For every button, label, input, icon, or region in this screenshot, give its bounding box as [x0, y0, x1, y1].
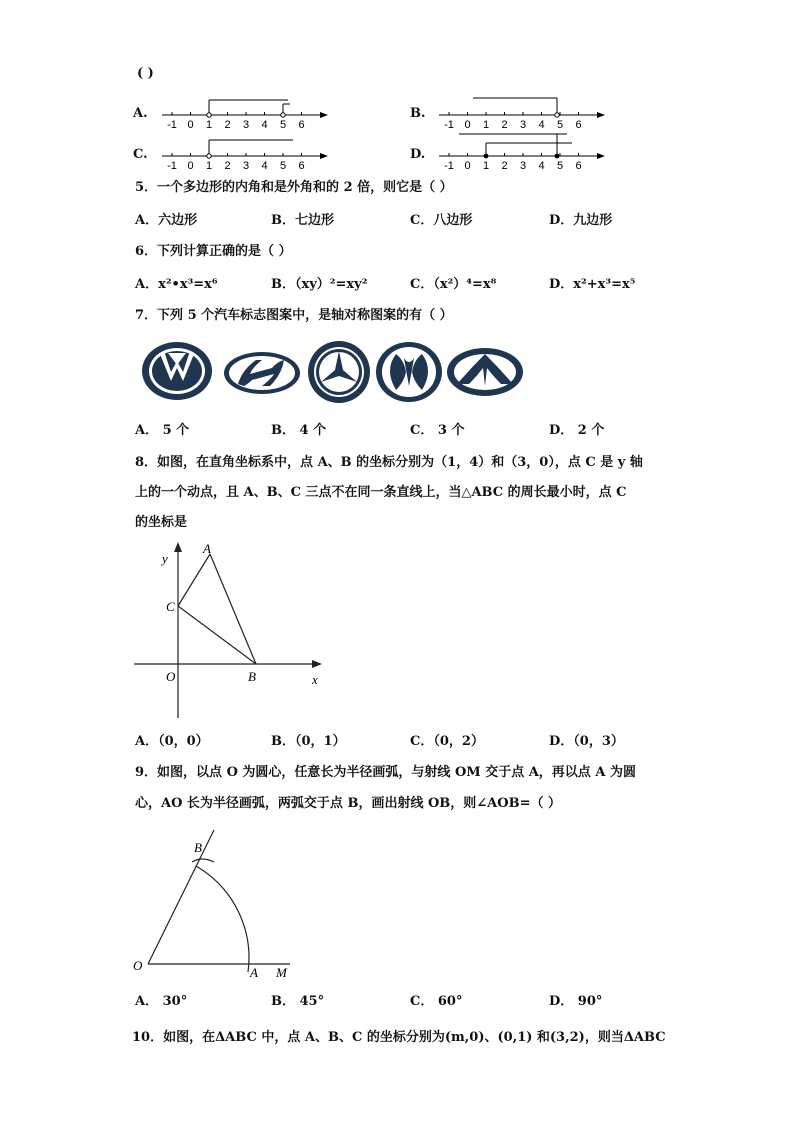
number-line-tick-label: 6 [298, 119, 305, 131]
number-line-tick-label: 5 [279, 160, 287, 172]
q8-label-o: O [166, 669, 176, 684]
q6-option-c: C．（x²）⁴=x⁸ [410, 277, 497, 292]
number-line-tick-label: 0 [464, 119, 471, 131]
q4-option-a-letter: A. [133, 106, 148, 121]
number-line-tick-label: -1 [444, 119, 454, 131]
q10-stem-line1: 10．如图，在ΔABC 中，点 A、B、C 的坐标分别为(m,0)、(0,1) 和(3,2)，则当ΔABC [132, 1030, 666, 1045]
hyundai-logo [222, 350, 302, 396]
q4-option-b-letter: B. [410, 106, 426, 121]
q7-option-a: A． 5 个 [135, 423, 190, 438]
number-line-tick-label: 4 [261, 119, 268, 131]
number-line-tick-label: 1 [482, 119, 490, 131]
number-line-tick-label: 2 [501, 160, 508, 172]
q7-stem: 7．下列 5 个汽车标志图案中，是轴对称图案的有（ ） [135, 308, 453, 323]
number-line-tick-label: 1 [482, 160, 490, 172]
q6-option-b: B．（xy）²=xy² [271, 277, 368, 292]
number-line-tick-label: 6 [575, 119, 582, 131]
q9-option-c: C． 60° [410, 994, 463, 1009]
volkswagen-logo [140, 341, 214, 401]
number-line-tick-label: 2 [501, 119, 508, 131]
q4-option-d-letter: D. [410, 147, 426, 162]
q9-label-b: B [194, 840, 202, 855]
number-line-tick-label: 3 [242, 119, 250, 131]
q8-option-d: D．（0，3） [549, 734, 624, 749]
q4-option-c-number-line [160, 137, 330, 173]
number-line-tick-label: 5 [279, 119, 287, 131]
q4-option-b-number-line [437, 96, 607, 132]
number-line-tick-label: 5 [556, 119, 564, 131]
q8-label-c: C [166, 599, 175, 614]
q8-label-x: x [312, 672, 318, 687]
q8-label-y: y [162, 551, 168, 566]
q6-stem: 6．下列计算正确的是（ ） [135, 244, 292, 259]
q8-option-a: A．（0，0） [135, 734, 209, 749]
number-line-tick-label: 4 [538, 119, 545, 131]
q4-option-c-letter: C. [133, 147, 148, 162]
number-line-tick-label: -1 [167, 160, 177, 172]
q7-option-b: B． 4 个 [271, 423, 327, 438]
number-line-tick-label: 5 [556, 160, 564, 172]
q8-option-c: C．（0，2） [410, 734, 484, 749]
q7-option-d: D． 2 个 [549, 423, 605, 438]
q9-label-a: A [250, 965, 258, 980]
number-line-tick-label: 0 [464, 160, 471, 172]
dongfeng-logo [374, 340, 444, 404]
number-line-tick-label: 2 [224, 119, 231, 131]
q5-option-b: B．七边形 [271, 213, 334, 228]
q8-stem-line2: 上的一个动点，且 A、B、C 三点不在同一条直线上，当△ABC 的周长最小时，点 C [135, 485, 627, 500]
q8-coordinate-figure [130, 538, 330, 723]
number-line-tick-label: -1 [167, 119, 177, 131]
number-line-tick-label: 6 [575, 160, 582, 172]
q9-stem-line1: 9．如图，以点 O 为圆心，任意长为半径画弧，与射线 OM 交于点 A，再以点 A 为圆 [135, 765, 636, 780]
infiniti-logo [445, 346, 525, 398]
q9-label-m: M [276, 965, 287, 980]
q7-option-c: C． 3 个 [410, 423, 465, 438]
q8-stem-line1: 8．如图，在直角坐标系中，点 A、B 的坐标分别为（1，4）和（3，0），点 C 是 y 轴 [135, 455, 643, 470]
q8-label-b: B [248, 669, 256, 684]
number-line-tick-label: 3 [519, 119, 527, 131]
number-line-tick-label: -1 [444, 160, 454, 172]
number-line-tick-label: 0 [187, 160, 194, 172]
q8-label-a: A [203, 541, 211, 556]
q4-option-a-number-line [160, 98, 330, 132]
number-line-tick-label: 4 [261, 160, 268, 172]
q5-stem: 5．一个多边形的内角和是外角和的 2 倍，则它是（ ） [135, 180, 453, 195]
number-line-tick-label: 3 [242, 160, 250, 172]
number-line-tick-label: 1 [205, 160, 213, 172]
q4-answer-paren: ( ) [137, 66, 154, 81]
number-line-tick-label: 3 [519, 160, 527, 172]
number-line-tick-label: 0 [187, 119, 194, 131]
q4-option-d-number-line [437, 131, 607, 173]
q5-option-c: C．八边形 [410, 213, 473, 228]
q9-option-a: A． 30° [135, 994, 188, 1009]
number-line-tick-label: 1 [205, 119, 213, 131]
mercedes-logo [306, 339, 372, 405]
q8-option-b: B．（0，1） [271, 734, 346, 749]
q9-option-d: D． 90° [549, 994, 603, 1009]
q9-option-b: B． 45° [271, 994, 325, 1009]
q9-label-o: O [133, 958, 143, 973]
q5-option-a: A．六边形 [135, 213, 198, 228]
q9-stem-line2: 心，AO 长为半径画弧，两弧交于点 B，画出射线 OB，则∠AOB=（ ） [135, 796, 561, 811]
q5-option-d: D．九边形 [549, 213, 613, 228]
number-line-tick-label: 4 [538, 160, 545, 172]
number-line-tick-label: 2 [224, 160, 231, 172]
q6-option-d: D．x²+x³=x⁵ [549, 277, 636, 292]
q8-stem-line3: 的坐标是 [135, 515, 188, 530]
q6-option-a: A．x²•x³=x⁶ [135, 277, 218, 292]
number-line-tick-label: 6 [298, 160, 305, 172]
q9-construction-figure [130, 826, 300, 984]
